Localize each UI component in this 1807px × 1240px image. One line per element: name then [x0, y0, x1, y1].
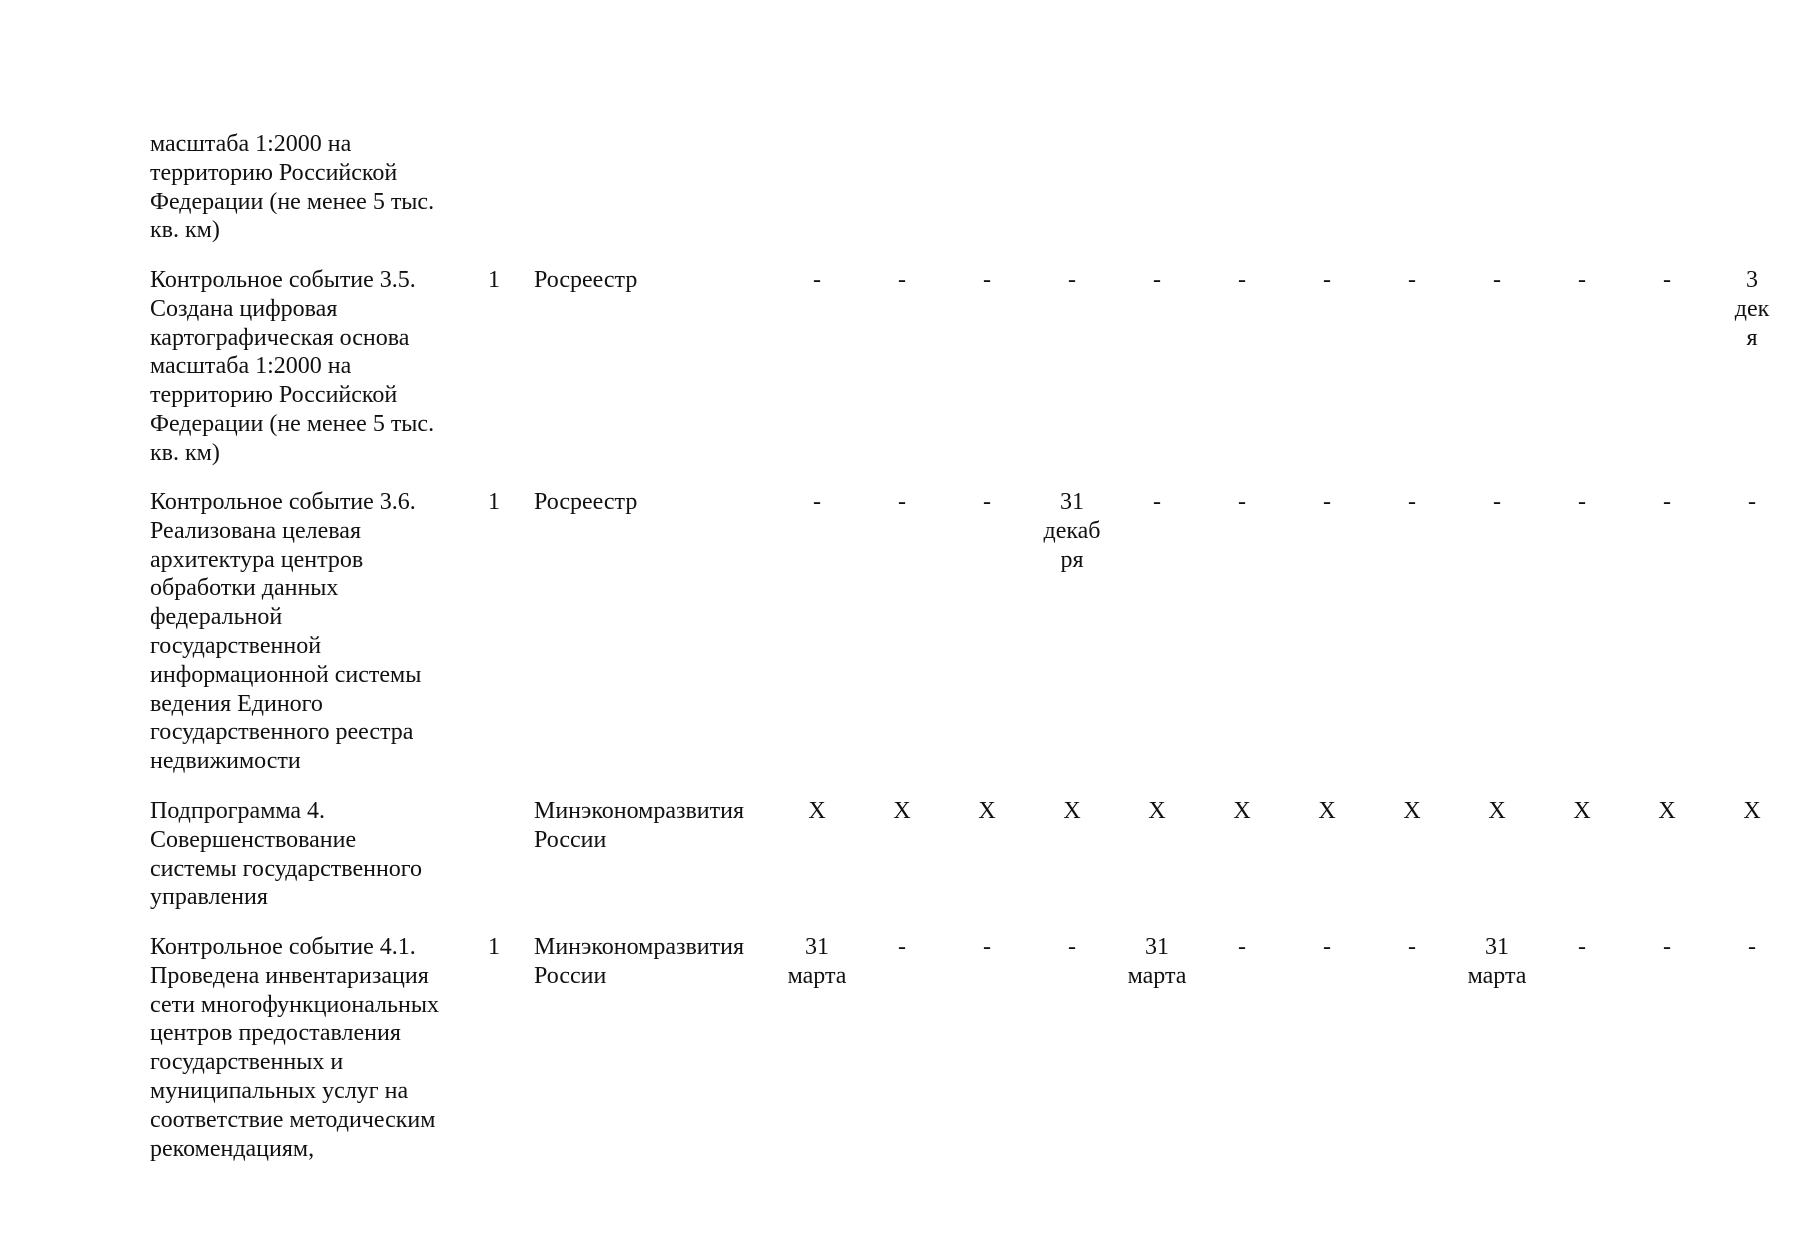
- row-0-name: масштаба 1:2000 на территорию Российской Федерации (не менее 5 тыс. кв. км): [150, 131, 435, 244]
- row-2-value-1: -: [898, 489, 906, 515]
- row-1-value-5: -: [1238, 267, 1246, 293]
- row-3-executor: Минэкономразвития России: [534, 798, 745, 853]
- row-3-value-11: X: [1743, 798, 1761, 824]
- row-3-value-7: X: [1403, 798, 1421, 824]
- row-3-value-0: X: [808, 798, 826, 824]
- row-3-value-5: X: [1233, 798, 1251, 824]
- row-4-value-3: -: [1068, 934, 1076, 960]
- row-1-value-6: -: [1323, 267, 1331, 293]
- row-3-value-1: X: [893, 798, 911, 824]
- row-2-value-4: -: [1153, 489, 1161, 515]
- row-3-value-10: X: [1658, 798, 1676, 824]
- row-4-value-11: -: [1748, 934, 1756, 960]
- row-4-name: Контрольное событие 4.1. Проведена инвентаризация сети многофункциональных центров предоставления государственных и муниципальных услуг на соответствие методическим рекомендациям,: [150, 934, 439, 1162]
- row-3-value-8: X: [1488, 798, 1506, 824]
- row-2-name: Контрольное событие 3.6. Реализована целевая архитектура центров обработки данных федеральной государственной информационной системы ведения Единого государственного реестра недвижимости: [150, 489, 422, 775]
- row-4-value-2: -: [983, 934, 991, 960]
- row-2-value-3: 31 декаб ря: [1043, 489, 1101, 573]
- row-3-value-6: X: [1318, 798, 1336, 824]
- row-4-value-1: -: [898, 934, 906, 960]
- row-1-value-11: 3 дек я: [1734, 267, 1770, 351]
- row-1-value-1: -: [898, 267, 906, 293]
- row-4-executor: Минэкономразвития России: [534, 934, 745, 989]
- row-2-value-5: -: [1238, 489, 1246, 515]
- row-2-value-6: -: [1323, 489, 1331, 515]
- row-3-value-2: X: [978, 798, 996, 824]
- row-4-value-6: -: [1323, 934, 1331, 960]
- row-2-number: 1: [488, 489, 500, 515]
- row-1-number: 1: [488, 267, 500, 293]
- row-4-value-5: -: [1238, 934, 1246, 960]
- row-1-value-0: -: [813, 267, 821, 293]
- row-3-name: Подпрограмма 4. Совершенствование системы государственного управления: [150, 798, 423, 911]
- row-2-value-8: -: [1493, 489, 1501, 515]
- row-2-value-2: -: [983, 489, 991, 515]
- row-2-value-10: -: [1663, 489, 1671, 515]
- row-4-value-4: 31 марта: [1127, 934, 1187, 989]
- row-1-value-2: -: [983, 267, 991, 293]
- row-2-executor: Росреестр: [534, 489, 638, 515]
- row-1-value-9: -: [1578, 267, 1586, 293]
- row-3-value-9: X: [1573, 798, 1591, 824]
- row-1-value-8: -: [1493, 267, 1501, 293]
- row-3-value-3: X: [1063, 798, 1081, 824]
- row-2-value-7: -: [1408, 489, 1416, 515]
- row-1-value-3: -: [1068, 267, 1076, 293]
- row-1-value-4: -: [1153, 267, 1161, 293]
- row-2-value-0: -: [813, 489, 821, 515]
- row-4-value-10: -: [1663, 934, 1671, 960]
- row-4-value-0: 31 марта: [787, 934, 847, 989]
- row-1-name: Контрольное событие 3.5. Создана цифровая картографическая основа масштаба 1:2000 на территорию Российской Федерации (не менее 5 тыс. кв. км): [150, 267, 435, 466]
- row-4-value-8: 31 марта: [1467, 934, 1527, 989]
- row-1-value-7: -: [1408, 267, 1416, 293]
- row-4-value-9: -: [1578, 934, 1586, 960]
- row-4-number: 1: [488, 934, 500, 960]
- row-2-value-9: -: [1578, 489, 1586, 515]
- row-4-value-7: -: [1408, 934, 1416, 960]
- row-1-executor: Росреестр: [534, 267, 638, 293]
- row-2-value-11: -: [1748, 489, 1756, 515]
- row-1-value-10: -: [1663, 267, 1671, 293]
- row-3-value-4: X: [1148, 798, 1166, 824]
